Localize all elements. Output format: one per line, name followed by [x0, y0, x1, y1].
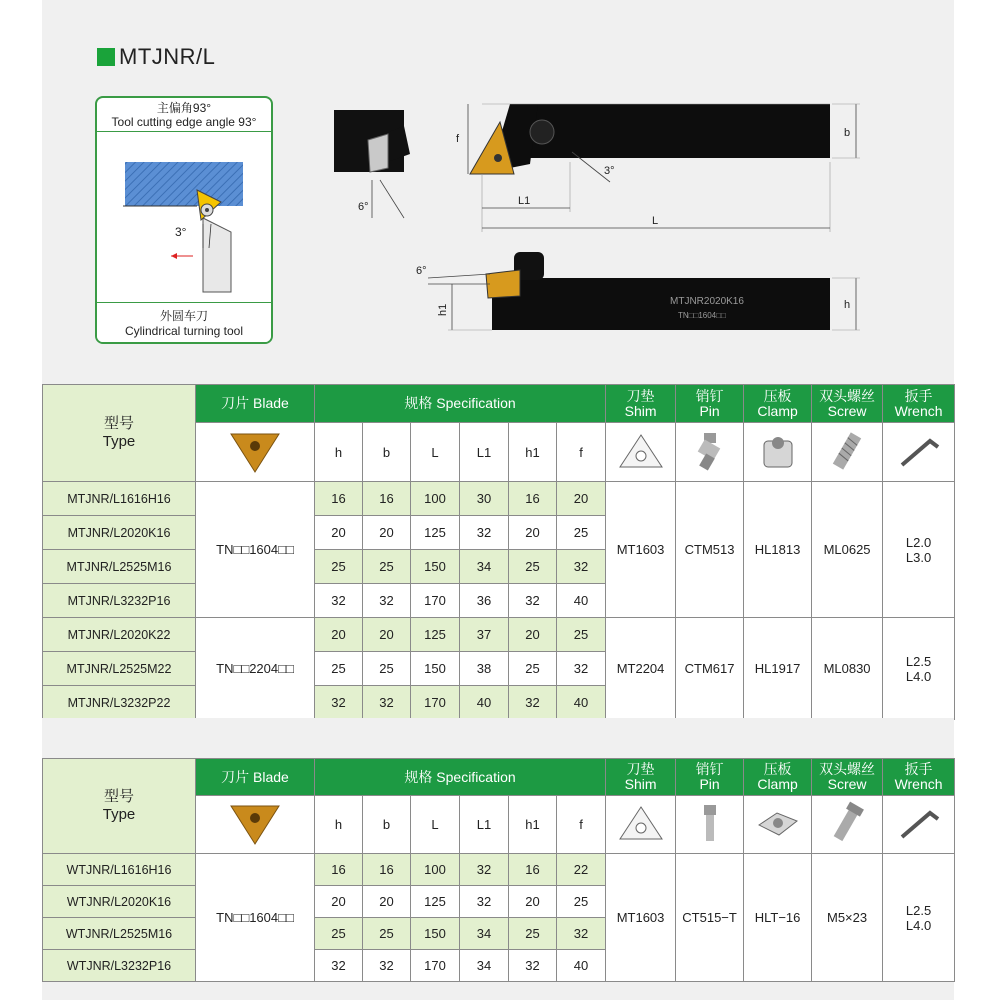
table-cell: 32	[460, 854, 509, 886]
clamp-code: HL1917	[744, 618, 812, 720]
dim-h-label: h	[844, 299, 851, 311]
table-cell: 25	[315, 550, 363, 584]
table-cell: 25	[509, 652, 557, 686]
cell-text: Type	[102, 433, 136, 450]
pin-image-cell	[676, 423, 744, 482]
dim-L-label: L	[652, 215, 659, 227]
cell-text: Clamp	[757, 776, 798, 792]
cell-text: Shim	[624, 402, 657, 419]
table-cell: 40	[460, 686, 509, 720]
table-cell: 16	[363, 854, 411, 886]
angle-3-label: 3°	[175, 225, 187, 239]
angle-footer-cn: 外圆车刀	[159, 309, 208, 323]
title-square-icon	[97, 48, 115, 66]
cell-text: Pin	[699, 402, 720, 419]
table-cell: 100	[411, 482, 460, 516]
angle-panel-footer	[97, 302, 271, 342]
cell-text: L2.5	[905, 902, 932, 918]
cutting-angle-panel	[95, 96, 273, 344]
table-cell: MTJNR/L1616H16	[43, 482, 196, 516]
col-f: f	[557, 423, 606, 482]
table-cell: 20	[509, 886, 557, 918]
table-cell: 170	[411, 950, 460, 982]
triangle-shim-icon	[616, 431, 666, 471]
shim-header	[606, 385, 676, 423]
cell-text: 扳手	[904, 387, 933, 404]
clamp-icon	[756, 429, 800, 473]
table-cell: 34	[460, 918, 509, 950]
table-cell: 25	[315, 652, 363, 686]
table-cell: 170	[411, 686, 460, 720]
cell-text: 型号	[103, 788, 134, 805]
table-cell: 150	[411, 918, 460, 950]
table-cell: 20	[315, 516, 363, 550]
table-cell: 20	[557, 482, 606, 516]
cell-text: 销钉	[695, 761, 724, 777]
table-cell: 38	[460, 652, 509, 686]
table-cell: MTJNR/L2020K16	[43, 516, 196, 550]
table-cell: 20	[509, 618, 557, 652]
cell-text: Type	[102, 806, 136, 823]
page-title	[97, 44, 215, 70]
screw-code: M5×23	[812, 854, 883, 982]
holder-engraving: MTJNR2020K16	[670, 296, 744, 307]
table-cell: 125	[411, 516, 460, 550]
table-cell: 34	[460, 550, 509, 584]
table-cell: 25	[509, 550, 557, 584]
table-cell: 16	[315, 482, 363, 516]
tool-holder-drawings	[320, 92, 880, 352]
table-cell: 32	[509, 584, 557, 618]
table-cell: 20	[363, 516, 411, 550]
angle-header-cn: 主偏角93°	[156, 101, 212, 115]
wrench-code	[883, 482, 955, 618]
cell-text: 扳手	[904, 761, 933, 777]
hex-wrench-icon	[894, 803, 944, 843]
table-cell: 36	[460, 584, 509, 618]
spec-table-mtjnr	[42, 384, 955, 720]
col-b: b	[363, 796, 411, 854]
cell-text: L4.0	[905, 668, 932, 684]
clamp-icon	[753, 801, 803, 845]
screw-code: ML0830	[812, 618, 883, 720]
pin-icon	[690, 429, 730, 473]
table-cell: 32	[557, 918, 606, 950]
col-b: b	[363, 423, 411, 482]
pin-code: CT515−T	[676, 854, 744, 982]
clamp-code: HLT−16	[744, 854, 812, 982]
screw-icon	[825, 429, 869, 473]
screw-image-cell	[812, 423, 883, 482]
insert-side-view-icon	[486, 270, 520, 298]
cell-text: L3.0	[905, 549, 932, 565]
table-cell: 32	[460, 516, 509, 550]
table-cell: 40	[557, 686, 606, 720]
cell-text: L2.0	[905, 534, 932, 550]
clamp-code: HL1813	[744, 482, 812, 618]
col-L: L	[411, 423, 460, 482]
col-h: h	[315, 796, 363, 854]
blade-code: TN□□1604□□	[196, 482, 315, 618]
title-text: MTJNR/L	[119, 44, 216, 69]
table-cell: 32	[363, 584, 411, 618]
cell-text: L2.5	[905, 653, 932, 669]
blade-code: TN□□1604□□	[196, 854, 315, 982]
cell-text: L4.0	[905, 917, 932, 933]
blade-header: 刀片 Blade	[196, 385, 315, 423]
cell-text: Screw	[827, 776, 867, 792]
table-cell: 40	[557, 950, 606, 982]
shim-code: MT2204	[606, 618, 676, 720]
table-cell: 16	[315, 854, 363, 886]
clamp-header	[744, 385, 812, 423]
wrench-code	[883, 618, 955, 720]
table-cell: 170	[411, 584, 460, 618]
table-cell: 16	[509, 854, 557, 886]
table-cell: 25	[557, 886, 606, 918]
cell-text: 双头螺丝	[819, 761, 876, 777]
table-cell: MTJNR/L2525M16	[43, 550, 196, 584]
wrench-code	[883, 854, 955, 982]
table-cell: 25	[363, 652, 411, 686]
table-cell: 25	[557, 618, 606, 652]
table-cell: 20	[509, 516, 557, 550]
triangle-shim-icon	[616, 803, 666, 843]
spec-table-wtjnr	[42, 758, 955, 982]
table-cell: 25	[363, 550, 411, 584]
table-cell: 30	[460, 482, 509, 516]
holder-side-view-icon	[492, 278, 830, 330]
angle-panel-header	[97, 98, 271, 132]
table-cell: 32	[363, 950, 411, 982]
dim-h1-label: h1	[437, 303, 449, 316]
clamp-image-cell	[744, 423, 812, 482]
holder-engraving-2: TN□□1604□□	[678, 311, 726, 320]
table-cell: 32	[509, 686, 557, 720]
blade-image-cell	[196, 423, 315, 482]
table-cell: 37	[460, 618, 509, 652]
table-row	[43, 482, 955, 516]
screw-icon	[825, 801, 869, 845]
table-cell: MTJNR/L2525M22	[43, 652, 196, 686]
pin-header	[676, 759, 744, 796]
type-header	[43, 385, 196, 482]
blade-header: 刀片 Blade	[196, 759, 315, 796]
pin-image-cell	[676, 796, 744, 854]
cell-text: 型号	[103, 415, 134, 432]
table-separator	[42, 718, 954, 758]
table-cell: 32	[557, 652, 606, 686]
cell-text: Clamp	[757, 402, 798, 419]
pin-icon	[690, 801, 730, 845]
cell-text: 刀垫	[626, 387, 655, 404]
type-header	[43, 759, 196, 854]
table-cell: 32	[363, 686, 411, 720]
cell-text: Shim	[624, 776, 657, 792]
blade-code: TN□□2204□□	[196, 618, 315, 720]
turning-diagram-icon	[97, 132, 273, 302]
table-cell: 150	[411, 550, 460, 584]
screw-header	[812, 759, 883, 796]
cell-text: Screw	[827, 402, 867, 419]
table-cell: 25	[363, 918, 411, 950]
hex-wrench-icon	[894, 431, 944, 471]
cell-text: Wrench	[894, 776, 943, 792]
angle-3-label-top: 3°	[604, 165, 615, 177]
table-cell: 25	[509, 918, 557, 950]
clamp-image-cell	[744, 796, 812, 854]
spec-header: 规格 Specification	[315, 759, 606, 796]
triangle-insert-icon	[225, 798, 285, 848]
dim-f-label: f	[456, 133, 460, 145]
shim-code: MT1603	[606, 854, 676, 982]
table-cell: 16	[363, 482, 411, 516]
cell-text: 双头螺丝	[819, 387, 876, 404]
dim-L1-label: L1	[518, 195, 531, 207]
col-f: f	[557, 796, 606, 854]
table-cell: 32	[315, 950, 363, 982]
table-cell: WTJNR/L1616H16	[43, 854, 196, 886]
cell-text: Wrench	[894, 402, 943, 419]
table-cell: WTJNR/L2020K16	[43, 886, 196, 918]
table-cell: 20	[363, 886, 411, 918]
table-cell: 32	[315, 686, 363, 720]
table-cell: 25	[315, 918, 363, 950]
screw-image-cell	[812, 796, 883, 854]
wrench-image-cell	[883, 423, 955, 482]
cell-text: 销钉	[695, 387, 724, 404]
wrench-header	[883, 759, 955, 796]
table-cell: MTJNR/L3232P16	[43, 584, 196, 618]
blade-image-cell	[196, 796, 315, 854]
holder-top-view-icon	[510, 104, 830, 158]
pin-header	[676, 385, 744, 423]
shim-image-cell	[606, 796, 676, 854]
table-cell: 32	[557, 550, 606, 584]
table-cell: 32	[460, 886, 509, 918]
wrench-image-cell	[883, 796, 955, 854]
table-cell: 150	[411, 652, 460, 686]
angle-footer-en: Cylindrical turning tool	[124, 324, 244, 338]
table-cell: 40	[557, 584, 606, 618]
cell-text: Pin	[699, 776, 720, 792]
table-cell: 22	[557, 854, 606, 886]
table-cell: 25	[557, 516, 606, 550]
cell-text: 压板	[763, 761, 792, 777]
angle-6-label-top: 6°	[358, 201, 369, 213]
table-cell: 16	[509, 482, 557, 516]
col-L1: L1	[460, 796, 509, 854]
col-L: L	[411, 796, 460, 854]
col-h1: h1	[509, 796, 557, 854]
table-row	[43, 618, 955, 652]
clamp-header	[744, 759, 812, 796]
cell-text: 压板	[763, 387, 792, 404]
dim-b-label: b	[844, 127, 851, 139]
table-cell: 20	[315, 886, 363, 918]
col-L1: L1	[460, 423, 509, 482]
wrench-header	[883, 385, 955, 423]
table-cell: WTJNR/L3232P16	[43, 950, 196, 982]
pin-code: CTM617	[676, 618, 744, 720]
table-cell: WTJNR/L2525M16	[43, 918, 196, 950]
col-h: h	[315, 423, 363, 482]
table-cell: 125	[411, 618, 460, 652]
table-cell: 125	[411, 886, 460, 918]
shim-image-cell	[606, 423, 676, 482]
cell-text: 刀垫	[626, 761, 655, 777]
insert-side-icon	[368, 134, 388, 172]
table-cell: 20	[363, 618, 411, 652]
table-cell: 32	[315, 584, 363, 618]
shim-code: MT1603	[606, 482, 676, 618]
angle-6-label-side: 6°	[416, 265, 427, 277]
shim-header	[606, 759, 676, 796]
table-cell: 34	[460, 950, 509, 982]
table-cell: MTJNR/L2020K22	[43, 618, 196, 652]
table-row	[43, 854, 955, 886]
col-h1: h1	[509, 423, 557, 482]
screw-header	[812, 385, 883, 423]
spec-header: 规格 Specification	[315, 385, 606, 423]
screw-code: ML0625	[812, 482, 883, 618]
angle-header-en: Tool cutting edge angle 93°	[111, 115, 257, 129]
table-cell: 100	[411, 854, 460, 886]
table-cell: MTJNR/L3232P22	[43, 686, 196, 720]
pin-code: CTM513	[676, 482, 744, 618]
triangle-insert-icon	[225, 426, 285, 476]
table-cell: 32	[509, 950, 557, 982]
table-cell: 20	[315, 618, 363, 652]
